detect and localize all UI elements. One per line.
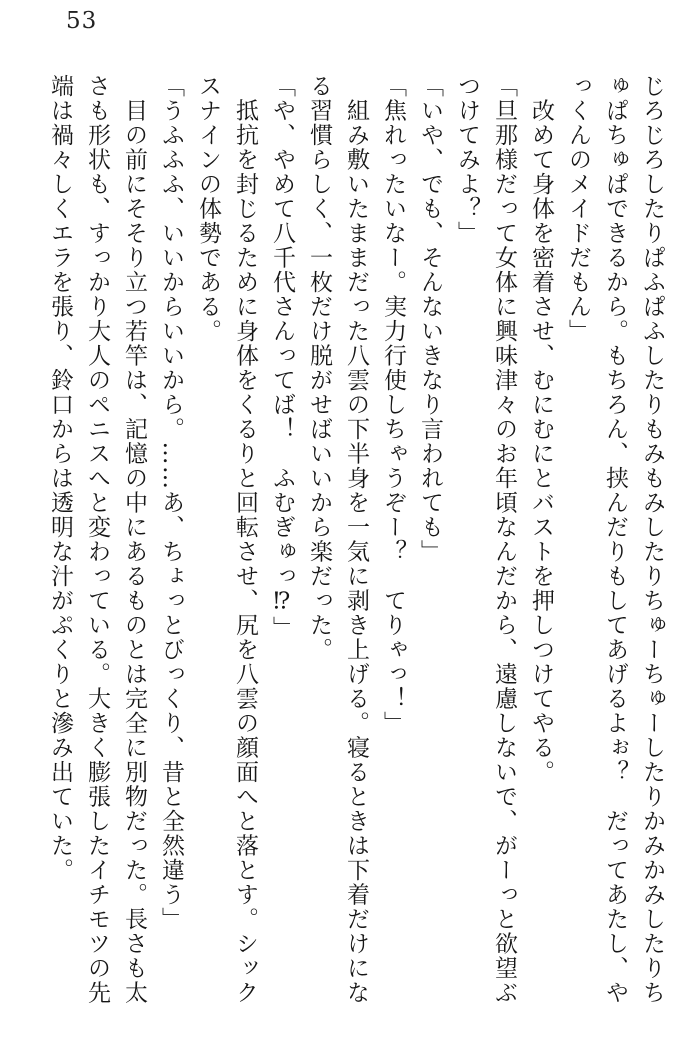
text-line: 「や、やめて八千代さんってば！ ふむぎゅっ⁉」 <box>269 74 295 641</box>
text-line: ゅぱちゅぱできるから。もちろん、挟んだりもしてあげるよぉ？ だってあたし、や <box>602 74 628 1005</box>
text-line: スナインの体勢である。 <box>195 74 221 344</box>
text-line: 端は禍々しくエラを張り、鈴口からは透明な汁がぷくりと滲み出ていた。 <box>47 74 73 883</box>
text-line: 抵抗を封じるために身体をくるりと回転させ、尻を八雲の顔面へと落とす。シック <box>232 74 258 1005</box>
text-line: 改めて身体を密着させ、むにむにとバストを押しつけてやる。 <box>528 74 554 785</box>
text-line: 「焦れったいなー。実力行使しちゃうぞー？ てりゃっ！」 <box>380 74 406 736</box>
text-line: 組み敷いたままだった八雲の下半身を一気に剥き上げる。寝るときは下着だけにな <box>343 74 369 1005</box>
text-line: っくんのメイドだもん」 <box>565 74 591 344</box>
text-line: さも形状も、すっかり大人のペニスへと変わっている。大きく膨張したイチモツの先 <box>84 74 110 1005</box>
text-line: じろじろしたりぱふぱふしたりもみもみしたりちゅーちゅーしたりかみかみしたりち <box>639 74 665 1005</box>
text-line: つけてみよ？」 <box>454 74 480 246</box>
text-line: 「うふふふ、いいからいいから。……あ、ちょっとびっくり、昔と全然違う」 <box>158 74 184 932</box>
text-line: 目の前にそそり立つ若竿は、記憶の中にあるものとは完全に別物だった。長さも太 <box>121 74 147 1005</box>
text-line: 「旦那様だって女体に興味津々のお年頃なんだから、遠慮しないで、がーっと欲望ぶ <box>491 74 517 1005</box>
vertical-text-area <box>41 74 670 1034</box>
text-line: る習慣らしく、一枚だけ脱がせばいいから楽だった。 <box>306 74 332 662</box>
text-line: 「いや、でも、そんないきなり言われても」 <box>417 74 443 564</box>
page-number: 53 <box>66 8 98 34</box>
